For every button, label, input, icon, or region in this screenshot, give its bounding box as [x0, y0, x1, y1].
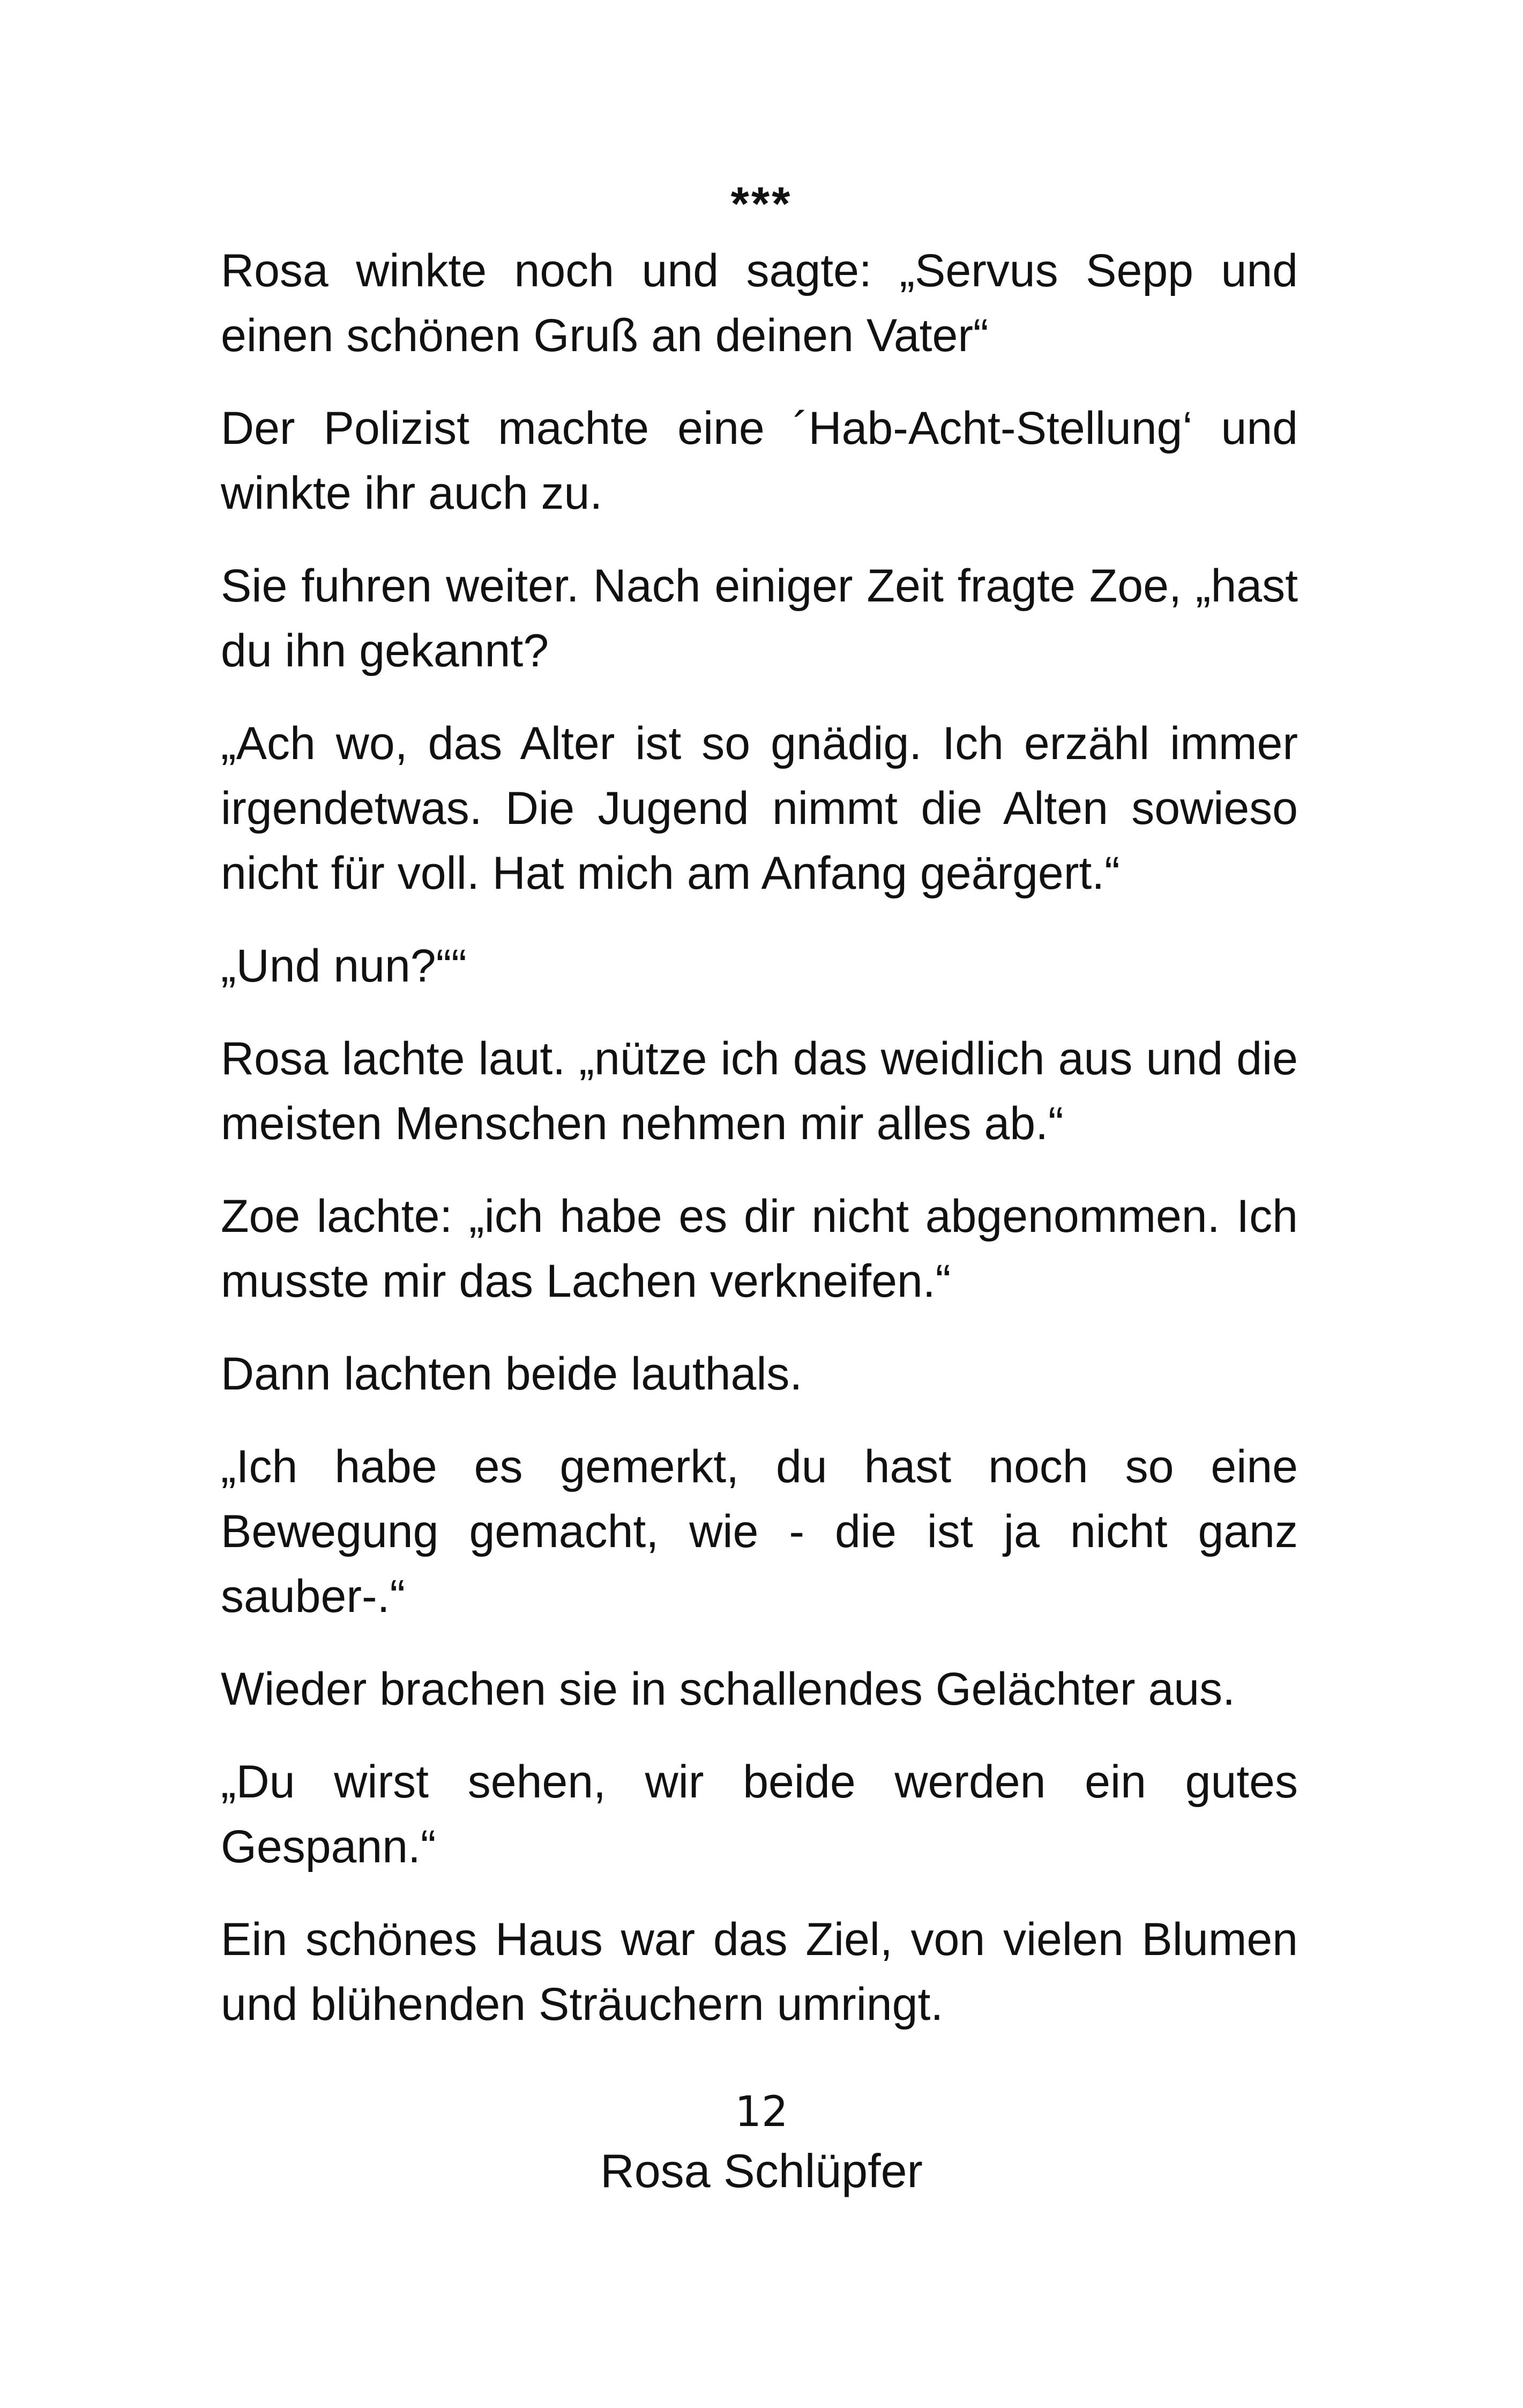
paragraph: „Und nun?““ [221, 940, 467, 992]
paragraph: „Ach wo, das Alter ist so gnädig. Ich erzähl immer irgendetwas. Die Jugend nimmt die Alten sowieso nicht für voll. Hat mich am Anfang geärgert.“ [221, 718, 1298, 899]
author-name: Rosa Schlüpfer [600, 2144, 923, 2197]
paragraph: Ein schönes Haus war das Ziel, von vielen Blumen und blühenden Sträuchern umringt. [221, 1914, 1298, 2030]
paragraph: Rosa lachte laut. „nütze ich das weidlich aus und die meisten Menschen nehmen mir alles ab.“ [221, 1033, 1298, 1149]
paragraph: Rosa winkte noch und sagte: „Servus Sepp und einen schönen Gruß an deinen Vater“ [221, 245, 1298, 361]
paragraph: Wieder brachen sie in schallendes Gelächter aus. [221, 1663, 1236, 1715]
paragraph: Dann lachten beide lauthals. [221, 1348, 803, 1400]
section-separator: *** [730, 177, 793, 230]
page-number: 12 [735, 2088, 788, 2136]
paragraph: Sie fuhren weiter. Nach einiger Zeit fragte Zoe, „hast du ihn gekannt? [221, 560, 1298, 677]
body-text [221, 239, 1298, 2065]
paragraph: Zoe lachte: „ich habe es dir nicht abgenommen. Ich musste mir das Lachen verkneifen.“ [221, 1191, 1298, 1307]
paragraph: „Ich habe es gemerkt, du hast noch so eine Bewegung gemacht, wie - die ist ja nicht ganz sauber-.“ [221, 1441, 1298, 1622]
paragraph: Der Polizist machte eine ´Hab-Acht-Stellung‘ und winkte ihr auch zu. [221, 403, 1298, 519]
paragraph: „Du wirst sehen, wir beide werden ein gutes Gespann.“ [221, 1756, 1298, 1872]
